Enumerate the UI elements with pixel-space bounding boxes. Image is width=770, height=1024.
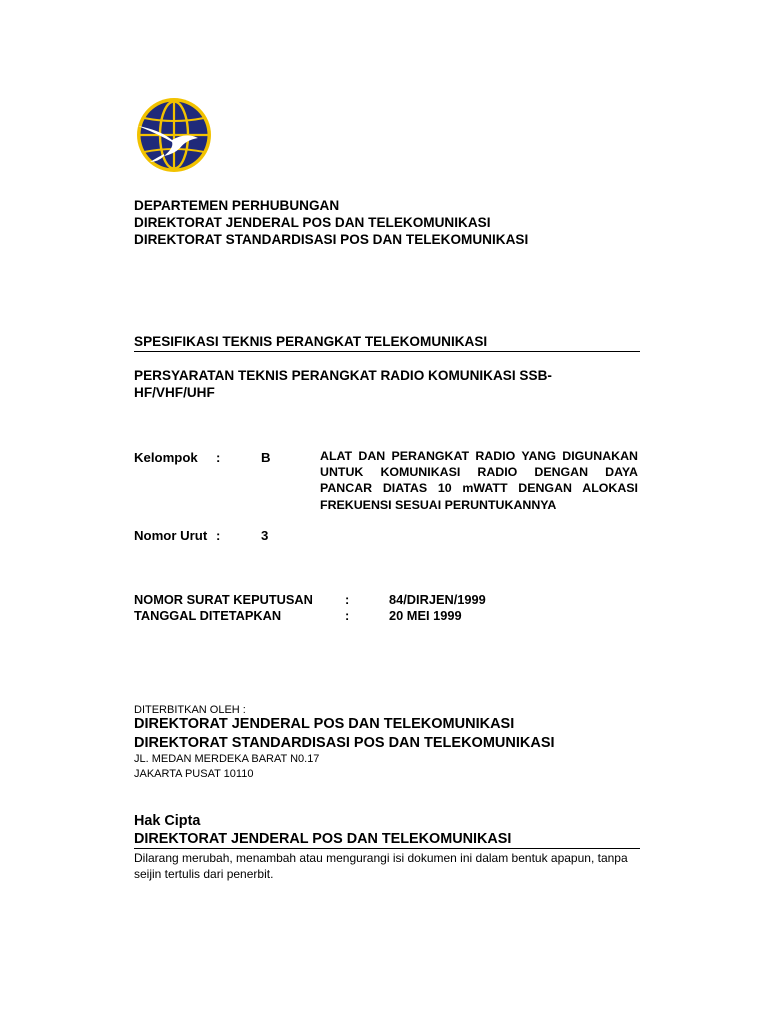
address-line-1: JL. MEDAN MERDEKA BARAT N0.17 xyxy=(134,753,320,765)
header-line-2: DIREKTORAT JENDERAL POS DAN TELEKOMUNIKASI xyxy=(134,215,491,230)
publisher-address xyxy=(134,752,319,782)
copyright-holder: DIREKTORAT JENDERAL POS DAN TELEKOMUNIKASI xyxy=(134,831,512,847)
copyright-divider xyxy=(134,848,640,849)
title-divider xyxy=(134,351,640,352)
header-block xyxy=(134,197,528,248)
decision-date-label: TANGGAL DITETAPKAN xyxy=(134,608,282,623)
departemen-perhubungan-logo xyxy=(134,96,214,174)
address-line-2: JAKARTA PUSAT 10110 xyxy=(134,768,254,780)
publisher-line-1: DIREKTORAT JENDERAL POS DAN TELEKOMUNIKASI xyxy=(134,716,515,732)
nomor-urut-value: 3 xyxy=(261,528,269,543)
decision-number-value: 84/DIRJEN/1999 xyxy=(389,592,486,607)
decision-number-label: NOMOR SURAT KEPUTUSAN xyxy=(134,592,313,607)
publisher-block xyxy=(134,715,555,753)
kelompok-label: Kelompok xyxy=(134,450,198,465)
nomor-urut-label: Nomor Urut xyxy=(134,528,208,543)
decision-number-colon: : xyxy=(345,592,350,607)
spec-title: SPESIFIKASI TEKNIS PERANGKAT TELEKOMUNIKASI xyxy=(134,334,488,349)
header-line-1: DEPARTEMEN PERHUBUNGAN xyxy=(134,198,340,213)
decision-date-value: 20 MEI 1999 xyxy=(389,608,462,623)
requirement-line-2: HF/VHF/UHF xyxy=(134,385,215,400)
requirement-line-1: PERSYARATAN TEKNIS PERANGKAT RADIO KOMUNIKASI SSB- xyxy=(134,368,552,383)
kelompok-description: ALAT DAN PERANGKAT RADIO YANG DIGUNAKAN UNTUK KOMUNIKASI RADIO DENGAN DAYA PANCAR DIATAS 10 mWATT DENGAN ALOKASI FREKUENSI SESUAI PERUNTUKANNYA xyxy=(320,449,638,512)
copyright-notice: Dilarang merubah, menambah atau mengurangi isi dokumen ini dalam bentuk apapun, tanpa seijin tertulis dari penerbit. xyxy=(134,851,628,881)
copyright-block xyxy=(134,812,511,848)
kelompok-colon: : xyxy=(216,450,221,465)
requirement-title xyxy=(134,367,604,401)
publisher-line-2: DIREKTORAT STANDARDISASI POS DAN TELEKOMUNIKASI xyxy=(134,735,555,751)
decision-date-colon: : xyxy=(345,608,350,623)
publisher-label: DITERBITKAN OLEH : xyxy=(134,704,246,716)
nomor-urut-colon: : xyxy=(216,528,221,543)
copyright-title: Hak Cipta xyxy=(134,813,201,829)
kelompok-value: B xyxy=(261,450,271,465)
header-line-3: DIREKTORAT STANDARDISASI POS DAN TELEKOMUNIKASI xyxy=(134,232,529,247)
